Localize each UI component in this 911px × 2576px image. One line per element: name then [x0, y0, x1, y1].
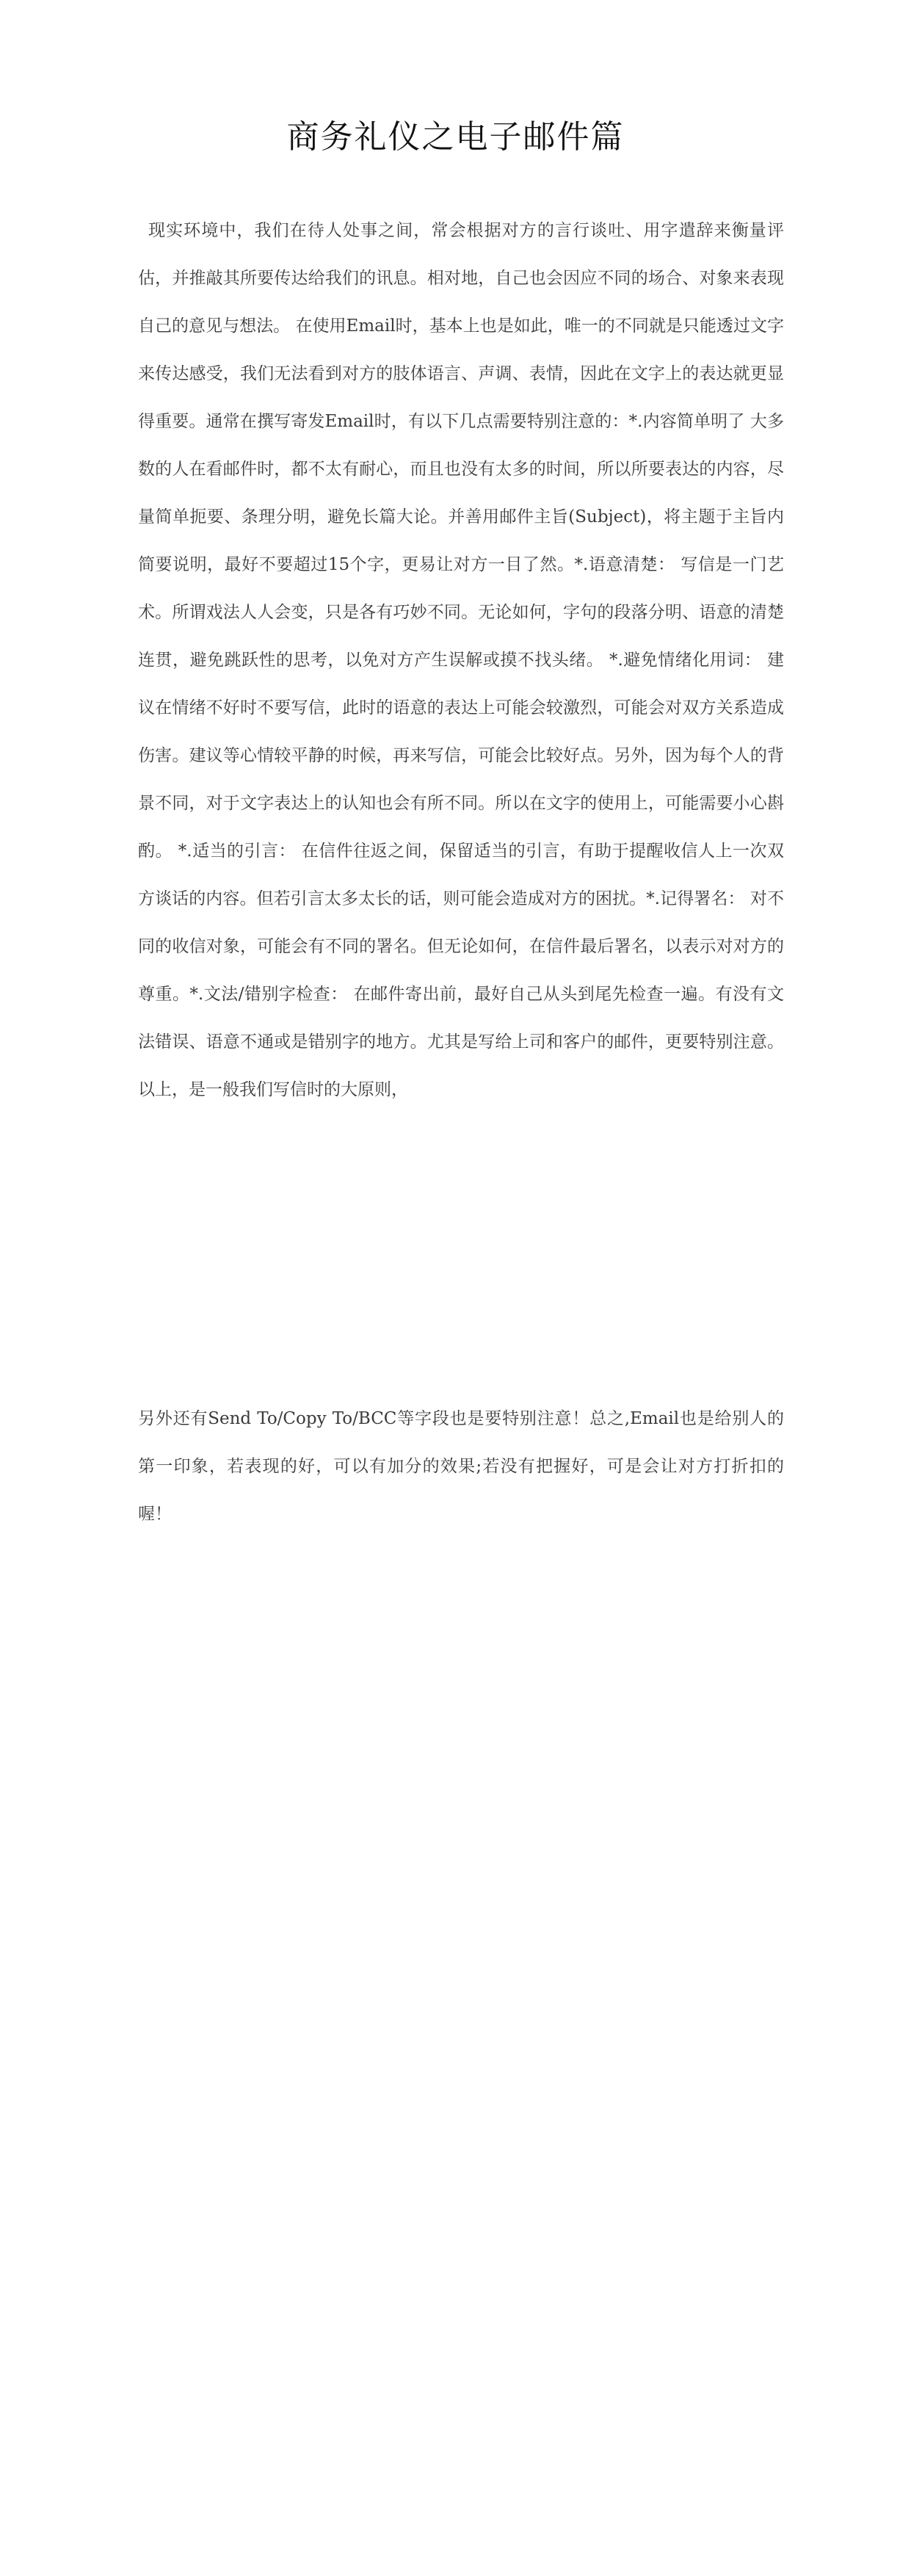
document-title: 商务礼仪之电子邮件篇	[286, 118, 625, 156]
body-paragraph-closing: 另外还有Send To/Copy To/BCC等字段也是要特别注意！总之,Email也是给别人的第一印象，若表现的好，可以有加分的效果;若没有把握好，可是会让对方打折扣的喔！	[138, 1409, 784, 1524]
body-paragraph-main: 现实环境中，我们在待人处事之间，常会根据对方的言行谈吐、用字遣辞来衡量评估，并推敲其所要传达给我们的讯息。相对地，自己也会因应不同的场合、对象来表现自己的意见与想法。 在使用Email时，基本上也是如此，唯一的不同就是只能透过文字来传达感受，我们无法看到对方的肢体语言、声调、表情，因此在文字上的表达就更显得重要。通常在撰写寄发Email时，有以下几点需要特别注意的：*.内容简单明了 大多数的人在看邮件时，都不太有耐心，而且也没有太多的时间，所以所要表达的内容，尽量简单扼要、条理分明，避免长篇大论。并善用邮件主旨(Subject)，将主题于主旨内简要说明，最好不要超过15个字，更易让对方一目了然。*.语意清楚： 写信是一门艺术。所谓戏法人人会变，只是各有巧妙不同。无论如何，字句的段落分明、语意的清楚连贯，避免跳跃性的思考，以免对方产生误解或摸不找头绪。 *.避免情绪化用词： 建议在情绪不好时不要写信，此时的语意的表达上可能会较激烈，可能会对双方关系造成伤害。建议等心情较平静的时候，再来写信，可能会比较好点。另外，因为每个人的背景不同，对于文字表达上的认知也会有所不同。所以在文字的使用上，可能需要小心斟酌。 *.适当的引言： 在信件往返之间，保留适当的引言，有助于提醒收信人上一次双方谈话的内容。但若引言太多太长的话，则可能会造成对方的困扰。*.记得署名： 对不同的收信对象，可能会有不同的署名。但无论如何，在信件最后署名，以表示对对方的尊重。*.文法/错别字检查： 在邮件寄出前，最好自己从头到尾先检查一遍。有没有文法错误、语意不通或是错别字的地方。尤其是写给上司和客户的邮件，更要特别注意。 以上，是一般我们写信时的大原则，	[138, 221, 784, 1099]
